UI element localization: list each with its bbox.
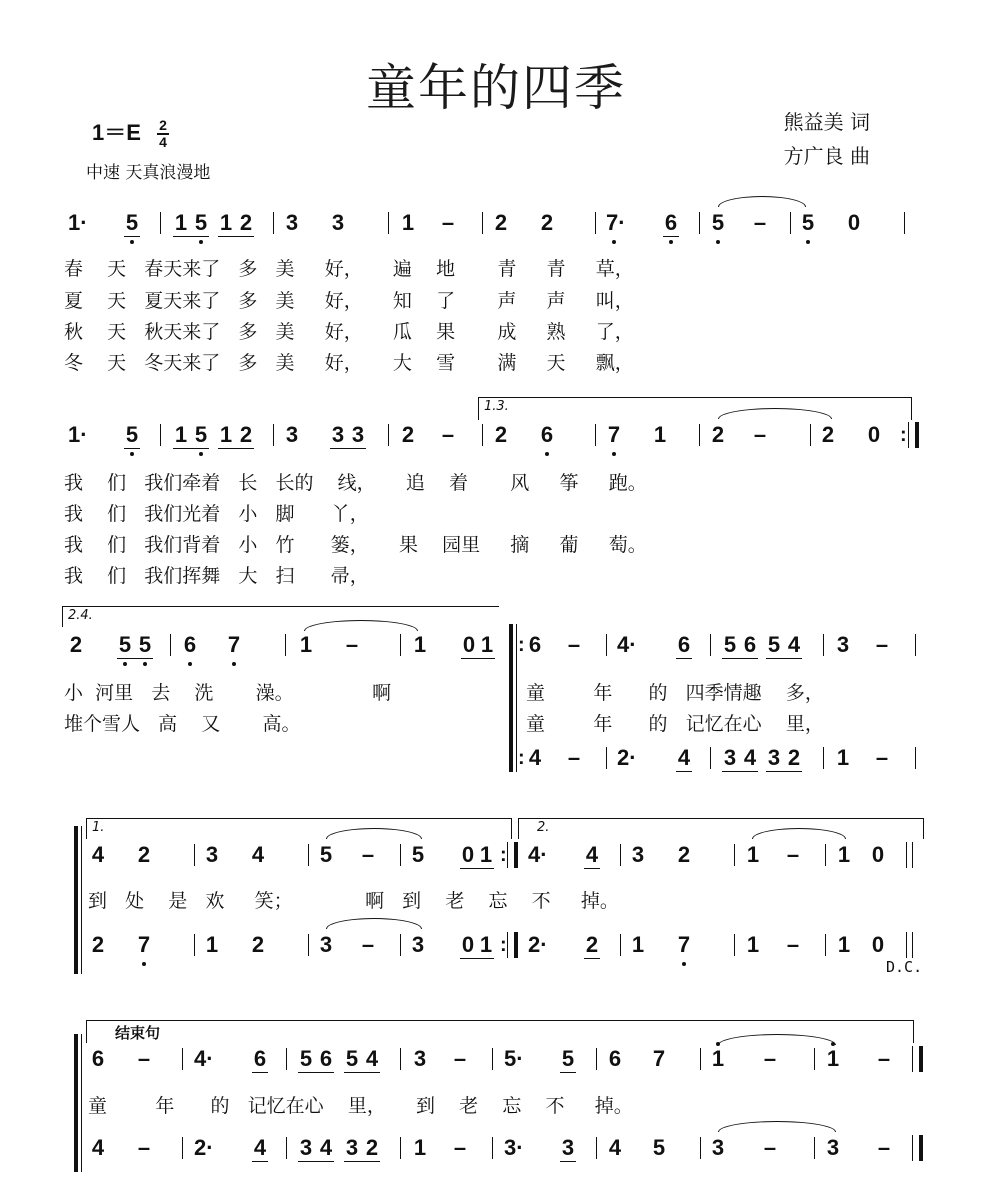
note: 5 — [710, 208, 726, 238]
note: 4 — [251, 842, 265, 867]
note: 5 — [767, 632, 781, 657]
note: 2 — [821, 422, 835, 447]
note: 2 — [251, 932, 265, 957]
note: 1 — [299, 632, 313, 657]
note: 3 — [205, 842, 219, 867]
note: 1 — [174, 210, 188, 235]
note: 7 — [606, 420, 622, 450]
time-bottom: 4 — [159, 134, 167, 151]
note: 3 — [723, 745, 737, 770]
note: 1 — [413, 632, 427, 657]
note: 2 — [494, 422, 508, 447]
note: 0 — [871, 932, 885, 957]
note: 1 — [746, 842, 760, 867]
note: 2 — [584, 930, 600, 960]
note: 6 — [663, 208, 679, 238]
repeat-end-barline — [908, 422, 919, 448]
note: 1 — [825, 1044, 841, 1074]
note: 2 — [401, 422, 415, 447]
note: 2 — [91, 932, 105, 957]
note: 1 — [653, 422, 667, 447]
volta-2 — [518, 818, 924, 839]
note: 5 — [560, 1044, 576, 1074]
note: 1 — [413, 1135, 427, 1160]
note: 4 — [787, 632, 801, 657]
note: 1 — [480, 632, 494, 657]
note: 6 — [676, 630, 692, 660]
volta-label: 1.3. — [484, 399, 509, 414]
note: 1 — [710, 1044, 726, 1074]
note: 2 — [494, 210, 508, 235]
volta-label: 2.4. — [68, 608, 93, 623]
note: 2 — [69, 632, 83, 657]
volta-2-4 — [62, 606, 499, 627]
note: – — [763, 1046, 777, 1071]
note: 5 — [319, 842, 333, 867]
note: – — [453, 1046, 467, 1071]
note: 1 — [479, 932, 493, 957]
note: – — [137, 1046, 151, 1071]
note: 6 — [539, 420, 555, 450]
note: 1 — [836, 745, 850, 770]
note: 6 — [319, 1046, 333, 1071]
coda-label: 结束句 — [115, 1024, 161, 1042]
time-top: 2 — [159, 117, 167, 134]
repeat-end-colon: : — [500, 934, 507, 956]
note: 6 — [608, 1046, 622, 1071]
note: 4 — [743, 745, 757, 770]
note: 4 — [584, 840, 600, 870]
note: 6 — [182, 630, 198, 660]
note: 5 — [411, 842, 425, 867]
note: 2· — [528, 932, 548, 957]
volta-1 — [86, 818, 512, 839]
note: 1 — [837, 932, 851, 957]
note: 0 — [847, 210, 861, 235]
lyric-line: 童 年 的 记忆在心 里， — [526, 713, 824, 735]
note: 2· — [194, 1135, 214, 1160]
end-barline — [912, 1135, 923, 1161]
system-5-bottom-notes — [0, 1133, 992, 1163]
final-double-barline — [906, 842, 913, 868]
note: 4· — [617, 632, 637, 657]
system-3-right-top-notes — [0, 630, 992, 660]
note: – — [345, 632, 359, 657]
final-double-barline — [906, 932, 913, 958]
repeat-start-colon: : — [518, 747, 525, 769]
repeat-end-barline — [507, 842, 518, 868]
note: 7 — [676, 930, 692, 960]
note: 5 — [137, 630, 153, 660]
repeat-start-colon: : — [518, 634, 525, 656]
da-capo-marking: D.C. — [886, 958, 923, 976]
note: 6 — [91, 1046, 105, 1071]
note: – — [567, 745, 581, 770]
system-4-top-notes — [0, 840, 992, 870]
note: 2 — [711, 422, 725, 447]
note: 5 — [652, 1135, 666, 1160]
note: 5 — [800, 208, 816, 238]
system-3-right-bottom-notes — [0, 743, 992, 773]
note: 4· — [528, 842, 548, 867]
note: 3 — [711, 1135, 725, 1160]
note: 2 — [137, 842, 151, 867]
note: – — [875, 632, 889, 657]
volta-label: 2. — [537, 820, 550, 835]
note: 3 — [836, 632, 850, 657]
note: 3 — [345, 1135, 359, 1160]
note: 5· — [504, 1046, 524, 1071]
lyricist-credit: 熊益美 词 — [783, 110, 870, 134]
system-2-notes — [0, 420, 992, 450]
note: – — [877, 1135, 891, 1160]
note: 3 — [319, 932, 333, 957]
note: 5 — [193, 208, 209, 238]
note: 3 — [299, 1135, 313, 1160]
note: 4 — [252, 1133, 268, 1163]
note: 5 — [193, 420, 209, 450]
note: 7 — [652, 1046, 666, 1071]
note: 0 — [867, 422, 881, 447]
note: – — [441, 210, 455, 235]
lyric-line: 秋 天 秋天来了 多 美 好， 瓜 果 成 熟 了， — [64, 321, 634, 343]
note: 0 — [461, 932, 475, 957]
note: 6 — [528, 632, 542, 657]
note: 5 — [299, 1046, 313, 1071]
note: 7 — [136, 930, 152, 960]
note: – — [786, 842, 800, 867]
note: 1 — [219, 422, 233, 447]
note: 4 — [528, 745, 542, 770]
lyric-line: 冬 天 冬天来了 多 美 好， 大 雪 满 天 飘， — [64, 352, 634, 374]
volta-label: 1. — [92, 820, 105, 835]
note: – — [763, 1135, 777, 1160]
note: 3 — [413, 1046, 427, 1071]
note: – — [875, 745, 889, 770]
note: 4· — [194, 1046, 214, 1071]
lyric-line: 童 年 的 记忆在心 里， 到 老 忘 不 掉。 — [88, 1095, 633, 1117]
lyric-line: 我 们 我们背着 小 竹 篓， 果 园里 摘 葡 萄。 — [64, 534, 647, 556]
note: 3 — [351, 422, 365, 447]
volta-1-3 — [478, 397, 912, 420]
lyric-line: 小 河里 去 洗 澡。 啊 — [64, 682, 392, 704]
note: 2 — [365, 1135, 379, 1160]
system-5-top-notes — [0, 1044, 992, 1074]
note: – — [753, 422, 767, 447]
note: 2 — [787, 745, 801, 770]
note: 0 — [461, 842, 475, 867]
note: 5 — [124, 208, 140, 238]
note: – — [441, 422, 455, 447]
system-1-notes — [0, 208, 992, 238]
note: 1 — [205, 932, 219, 957]
note: 2 — [540, 210, 554, 235]
composer-credit: 方广良 曲 — [783, 144, 870, 168]
lyric-line: 春 天 春天来了 多 美 好， 遍 地 青 青 草， — [64, 258, 634, 280]
lyric-line: 我 们 我们牵着 长 长的 线， 追 着 风 筝 跑。 — [64, 472, 647, 494]
song-title: 童年的四季 — [366, 59, 626, 117]
note: 0 — [871, 842, 885, 867]
note: 2· — [617, 745, 637, 770]
note: 1 — [479, 842, 493, 867]
note: 5 — [117, 630, 133, 660]
lyric-line: 夏 天 夏天来了 多 美 好， 知 了 声 声 叫， — [64, 290, 634, 312]
note: – — [786, 932, 800, 957]
lyric-line: 我 们 我们光着 小 脚 丫， — [64, 503, 369, 525]
lyric-line: 到 处 是 欢 笑； 啊 到 老 忘 不 掉。 — [88, 890, 619, 912]
note: 4 — [676, 743, 692, 773]
key-signature — [92, 116, 169, 149]
lyric-line: 堆个雪人 高 又 高。 — [64, 713, 301, 735]
time-signature — [157, 119, 169, 149]
note: 3 — [285, 422, 299, 447]
note: 4 — [365, 1046, 379, 1071]
note: 1 — [401, 210, 415, 235]
note: – — [453, 1135, 467, 1160]
note: 3 — [767, 745, 781, 770]
repeat-end-barline — [507, 932, 518, 958]
note: 5 — [124, 420, 140, 450]
note: 6 — [252, 1044, 268, 1074]
lyric-line: 我 们 我们挥舞 大 扫 帚， — [64, 565, 369, 587]
note: – — [567, 632, 581, 657]
note: 7 — [226, 630, 242, 660]
note: – — [361, 842, 375, 867]
note: 4 — [91, 842, 105, 867]
note: 3 — [285, 210, 299, 235]
note: 5 — [345, 1046, 359, 1071]
note: 5 — [723, 632, 737, 657]
note: 3 — [331, 210, 345, 235]
note: – — [137, 1135, 151, 1160]
note: 2 — [239, 422, 253, 447]
note: 1 — [631, 932, 645, 957]
note: 0 — [462, 632, 476, 657]
note: 2 — [677, 842, 691, 867]
note: 4 — [319, 1135, 333, 1160]
note: – — [877, 1046, 891, 1071]
note: 3 — [331, 422, 345, 447]
end-barline — [912, 1046, 923, 1072]
repeat-end-colon: : — [900, 424, 907, 446]
note: 3 — [411, 932, 425, 957]
note: 3 — [631, 842, 645, 867]
note: 3 — [560, 1133, 576, 1163]
note: 1· — [68, 422, 88, 447]
system-4-bottom-notes — [0, 930, 992, 960]
note: 1 — [174, 422, 188, 447]
lyric-line: 童 年 的 四季情趣 多， — [526, 682, 824, 704]
note: 1 — [219, 210, 233, 235]
repeat-end-colon: : — [500, 844, 507, 866]
note: 7· — [606, 208, 622, 238]
note: – — [361, 932, 375, 957]
note: 1 — [746, 932, 760, 957]
note: 4 — [91, 1135, 105, 1160]
note: 3 — [826, 1135, 840, 1160]
note: – — [753, 210, 767, 235]
key-label: 1＝E — [92, 120, 141, 145]
note: 1· — [68, 210, 88, 235]
note: 4 — [608, 1135, 622, 1160]
note: 3· — [504, 1135, 524, 1160]
tempo-marking: 中速 天真浪漫地 — [86, 163, 211, 183]
note: 1 — [837, 842, 851, 867]
note: 2 — [239, 210, 253, 235]
note: 6 — [743, 632, 757, 657]
